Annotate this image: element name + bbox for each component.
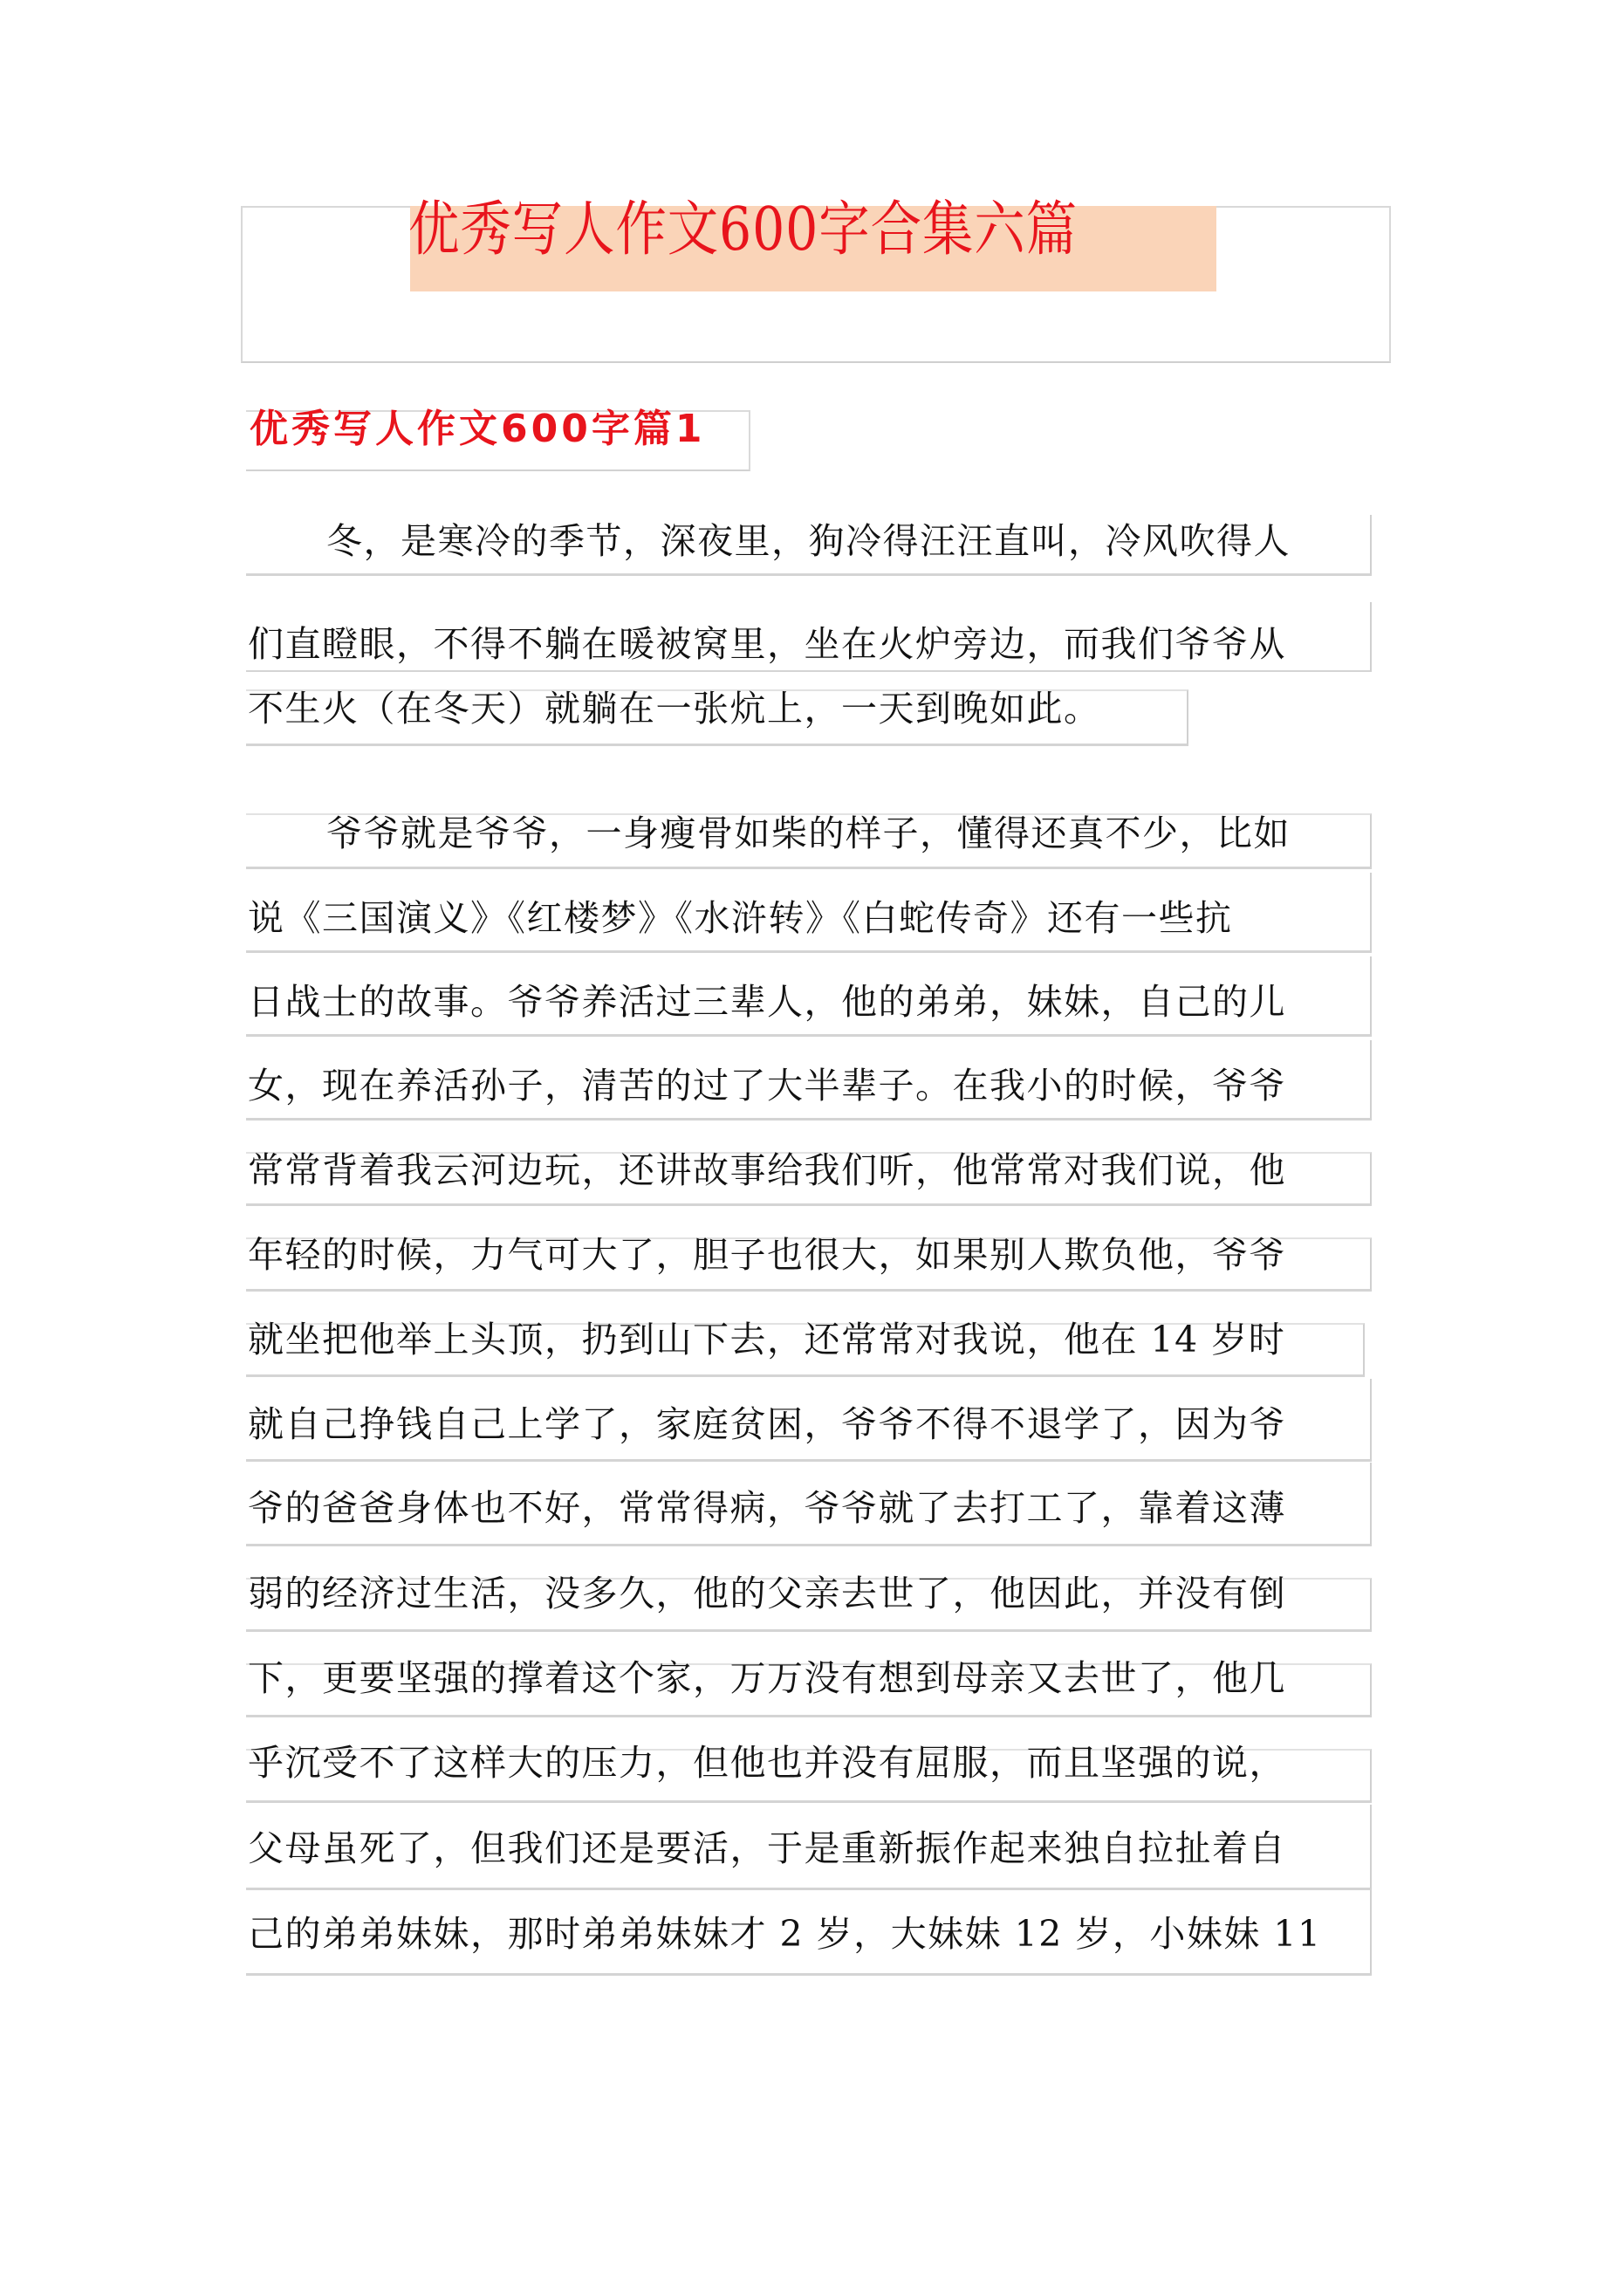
paragraph-2-line-5: 常常背着我云河边玩，还讲故事给我们听，他常常对我们说，他: [248, 1149, 1286, 1191]
paragraph-2-line-11: 下，更要坚强的撑着这个家，万万没有想到母亲又去世了，他几: [248, 1657, 1286, 1699]
paragraph-2-line-12: 乎沉受不了这样大的压力，但他也并没有屈服，而且坚强的说，: [248, 1742, 1286, 1784]
paragraph-2-line-9: 爷的爸爸身体也不好，常常得病，爷爷就了去打工了，靠着这薄: [248, 1487, 1286, 1529]
paragraph-2-line-1: 爷爷就是爷爷，一身瘦骨如柴的样子，懂得还真不少，比如: [326, 812, 1291, 854]
paragraph-2-line-3: 日战士的故事。爷爷养活过三辈人，他的弟弟，妹妹，自己的儿: [248, 981, 1286, 1023]
paragraph-2-line-7: 就坐把他举上头顶，扔到山下去，还常常对我说，他在 14 岁时: [248, 1319, 1286, 1360]
paragraph-2-line-6: 年轻的时候，力气可大了，胆子也很大，如果别人欺负他，爷爷: [248, 1234, 1286, 1276]
paragraph-2-line-2: 说《三国演义》《红楼梦》《水浒转》《白蛇传奇》还有一些抗: [248, 897, 1233, 939]
paragraph-2-line-13: 父母虽死了，但我们还是要活，于是重新振作起来独自拉扯着自: [248, 1827, 1286, 1869]
paragraph-2-line-8: 就自己挣钱自己上学了，家庭贫困，爷爷不得不退学了，因为爷: [248, 1403, 1286, 1445]
paragraph-1-line-3: 不生火（在冬天）就躺在一张炕上，一天到晚如此。: [248, 688, 1101, 730]
section-heading: 优秀写人作文600字篇1: [250, 407, 706, 451]
paragraph-1-line-1: 冬，是寒冷的季节，深夜里，狗冷得汪汪直叫，冷风吹得人: [326, 520, 1291, 562]
paragraph-1-line-2: 们直瞪眼，不得不躺在暖被窝里，坐在火炉旁边，而我们爷爷从: [248, 623, 1286, 665]
paragraph-2-line-14: 己的弟弟妹妹，那时弟弟妹妹才 2 岁，大妹妹 12 岁，小妹妹 11: [248, 1913, 1322, 1955]
paragraph-2-line-4: 女，现在养活孙子，清苦的过了大半辈子。在我小的时候，爷爷: [248, 1065, 1286, 1107]
document-title: 优秀写人作文600字合集六篇: [408, 195, 1078, 264]
paragraph-2-line-10: 弱的经济过生活，没多久，他的父亲去世了，他因此，并没有倒: [248, 1573, 1286, 1614]
